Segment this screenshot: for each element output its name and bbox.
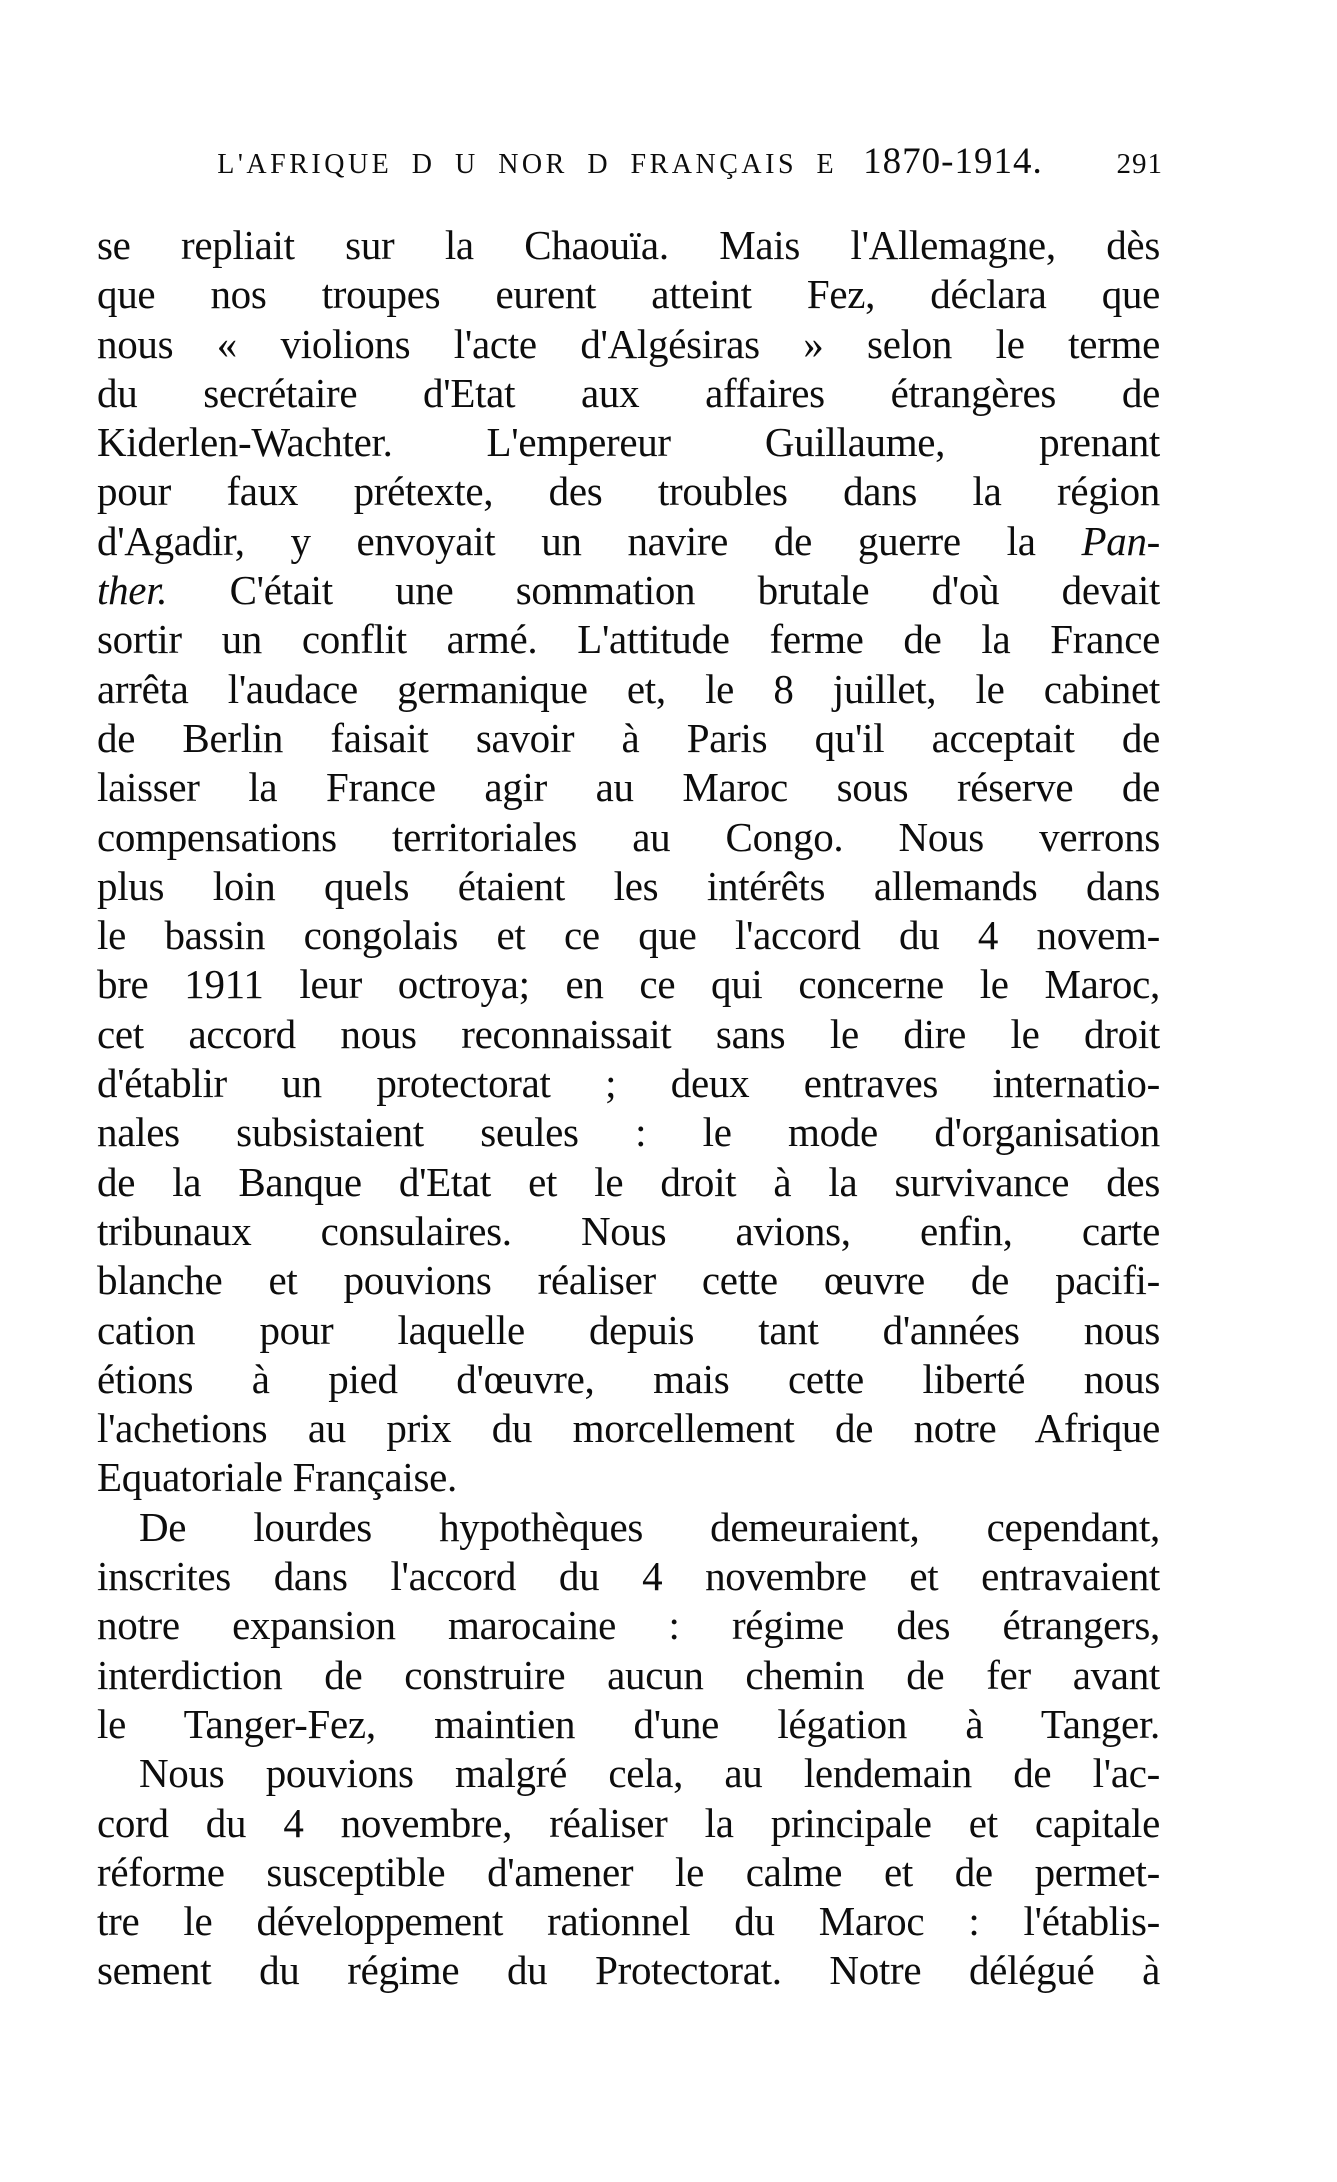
text-segment: nous « violions l'acte d'Algésiras » selon le terme	[97, 320, 1160, 367]
header-title: L'AFRIQUE D U NOR D FRANÇAIS E	[217, 149, 838, 180]
text-line	[97, 517, 1160, 566]
text-line	[97, 369, 1160, 418]
text-line	[97, 418, 1160, 467]
text-line	[97, 1700, 1160, 1749]
text-line	[97, 1552, 1160, 1601]
text-line	[97, 1207, 1160, 1256]
text-line	[97, 1453, 1160, 1502]
text-line	[97, 320, 1160, 369]
text-segment: notre expansion marocaine : régime des étrangers,	[97, 1602, 1160, 1649]
text-segment: cet accord nous reconnaissait sans le dire le droit	[97, 1010, 1160, 1057]
text-line	[97, 467, 1160, 516]
text-line	[97, 1404, 1160, 1453]
text-segment: blanche et pouvions réaliser cette œuvre de pacifi-	[97, 1257, 1160, 1304]
text-segment: cation pour laquelle depuis tant d'années nous	[97, 1306, 1160, 1353]
text-line	[97, 1355, 1160, 1404]
text-line	[97, 1651, 1160, 1700]
text-segment: étions à pied d'œuvre, mais cette liberté nous	[97, 1355, 1160, 1402]
header-right	[1043, 148, 1163, 181]
text-line	[97, 1601, 1160, 1650]
text-line	[97, 1256, 1160, 1305]
text-segment: l'achetions au prix du morcellement de notre Afrique	[97, 1405, 1160, 1452]
text-line	[97, 221, 1160, 270]
text-segment: Nous pouvions malgré cela, au lendemain de l'ac-	[139, 1750, 1160, 1797]
text-segment: Kiderlen-Wachter. L'empereur Guillaume, prenant	[97, 419, 1160, 466]
header-dates: 1870-1914.	[863, 141, 1043, 182]
text-line	[97, 763, 1160, 812]
text-line	[97, 1848, 1160, 1897]
text-segment: sement du régime du Protectorat. Notre délégué à	[97, 1947, 1160, 1994]
text-line	[97, 1749, 1160, 1798]
text-line	[97, 566, 1160, 615]
text-line	[97, 270, 1160, 319]
text-segment: le Tanger-Fez, maintien d'une légation à Tanger.	[97, 1700, 1160, 1747]
text-line	[97, 1503, 1160, 1552]
text-line	[97, 615, 1160, 664]
text-line	[97, 911, 1160, 960]
text-line	[97, 1897, 1160, 1946]
text-segment: le bassin congolais et ce que l'accord du 4 novem-	[97, 912, 1160, 959]
italic-text: ther.	[97, 567, 168, 614]
page-text	[97, 221, 1160, 1996]
text-segment: de la Banque d'Etat et le droit à la survivance des	[97, 1158, 1160, 1205]
text-segment: sortir un conflit armé. L'attitude ferme de la France	[97, 616, 1160, 663]
text-line	[97, 960, 1160, 1009]
text-line	[97, 714, 1160, 763]
text-segment: C'était une sommation brutale d'où devait	[167, 567, 1160, 614]
text-line	[97, 1946, 1160, 1995]
text-line	[97, 1158, 1160, 1207]
text-line	[97, 1010, 1160, 1059]
text-line	[97, 1799, 1160, 1848]
text-segment: pour faux prétexte, des troubles dans la région	[97, 468, 1160, 515]
text-segment: interdiction de construire aucun chemin de fer avant	[97, 1651, 1160, 1698]
running-header	[97, 140, 1163, 183]
text-line	[97, 1306, 1160, 1355]
text-line	[97, 862, 1160, 911]
text-segment: inscrites dans l'accord du 4 novembre et entravaient	[97, 1553, 1160, 1600]
text-segment: d'établir un protectorat ; deux entraves internatio-	[97, 1060, 1160, 1107]
text-line	[97, 813, 1160, 862]
text-segment: se repliait sur la Chaouïa. Mais l'Allemagne, dès	[97, 222, 1160, 268]
text-line	[97, 665, 1160, 714]
text-segment: du secrétaire d'Etat aux affaires étrangères de	[97, 369, 1160, 416]
text-segment: cord du 4 novembre, réaliser la principale et capitale	[97, 1799, 1160, 1846]
text-segment: d'Agadir, y envoyait un navire de guerre la	[97, 517, 1082, 564]
text-segment: Equatoriale Française.	[97, 1454, 457, 1501]
text-segment: bre 1911 leur octroya; en ce qui concerne le Maroc,	[97, 961, 1160, 1008]
text-segment: nales subsistaient seules : le mode d'organisation	[97, 1109, 1160, 1156]
header-center	[217, 140, 1042, 183]
text-line	[97, 1108, 1160, 1157]
text-segment: que nos troupes eurent atteint Fez, déclara que	[97, 271, 1160, 318]
text-segment: De lourdes hypothèques demeuraient, cependant,	[139, 1503, 1160, 1550]
text-line	[97, 1059, 1160, 1108]
text-segment: tre le développement rationnel du Maroc : l'établis-	[97, 1898, 1160, 1945]
text-segment: réforme susceptible d'amener le calme et de permet-	[97, 1848, 1160, 1895]
text-segment: tribunaux consulaires. Nous avions, enfin, carte	[97, 1207, 1160, 1254]
text-segment: de Berlin faisait savoir à Paris qu'il acceptait de	[97, 714, 1160, 761]
text-segment: plus loin quels étaient les intérêts allemands dans	[97, 862, 1160, 909]
text-segment: arrêta l'audace germanique et, le 8 juillet, le cabinet	[97, 665, 1160, 712]
text-segment: laisser la France agir au Maroc sous réserve de	[97, 764, 1160, 811]
italic-text: Pan-	[1081, 517, 1160, 564]
text-segment: compensations territoriales au Congo. Nous verrons	[97, 813, 1160, 860]
page-number: 291	[1116, 148, 1163, 180]
